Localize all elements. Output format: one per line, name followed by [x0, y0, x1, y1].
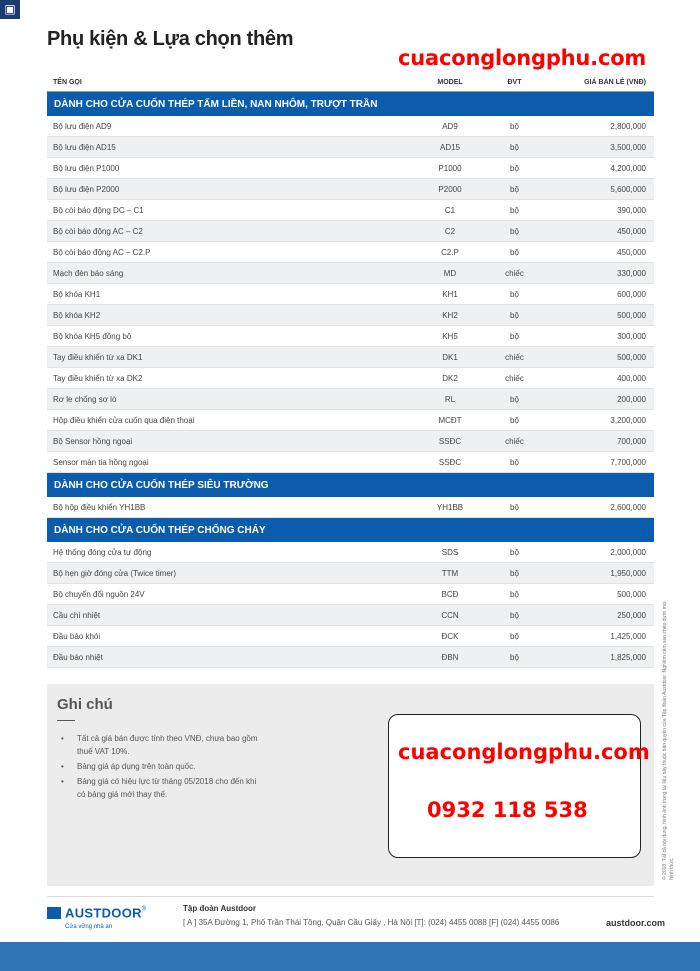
contact-website[interactable]: cuaconglongphu.com: [398, 740, 650, 764]
cell-price: 450,000: [617, 226, 646, 236]
cell-name: Bộ lưu điện P1000: [53, 163, 120, 173]
cell-name: Tay điều khiển từ xa DK1: [53, 352, 143, 362]
note-item: • Bảng giá có hiệu lực từ tháng 05/2018 cho đến khi có bảng giá mới thay thế.: [61, 775, 261, 801]
table-row: [47, 347, 654, 368]
cell-unit: bộ: [510, 184, 519, 194]
footer-divider: [47, 896, 654, 897]
cell-unit: bộ: [510, 142, 519, 152]
cell-name: Tay điều khiển từ xa DK2: [53, 373, 143, 383]
table-row: [47, 200, 654, 221]
section-header: DÀNH CHO CỬA CUỐN THÉP SIÊU TRƯỜNG: [47, 473, 654, 497]
table-row: [47, 242, 654, 263]
table-row: [47, 542, 654, 563]
contact-phone[interactable]: 0932 118 538: [427, 798, 588, 822]
cell-unit: bộ: [510, 121, 519, 131]
watermark-top: cuaconglongphu.com: [398, 46, 647, 70]
table-row: [47, 584, 654, 605]
cell-model: SSĐC: [438, 457, 462, 467]
cell-price: 1,825,000: [610, 652, 646, 662]
cell-price: 5,600,000: [610, 184, 646, 194]
cell-name: Mạch đèn báo sáng: [53, 268, 124, 278]
cell-unit: bộ: [510, 457, 519, 467]
cell-name: Bộ lưu điện AD15: [53, 142, 116, 152]
table-row: [47, 263, 654, 284]
cell-price: 2,000,000: [610, 547, 646, 557]
cell-unit: bộ: [510, 610, 519, 620]
cell-price: 400,000: [617, 373, 646, 383]
cell-name: Bộ lưu điện P2000: [53, 184, 120, 194]
corner-logo-icon: ▣: [0, 0, 20, 19]
table-row: [47, 389, 654, 410]
cell-unit: bộ: [510, 226, 519, 236]
cell-name: Bộ còi báo động AC – C2: [53, 226, 143, 236]
table-body: [47, 92, 654, 668]
cell-unit: bộ: [510, 502, 519, 512]
table-row: [47, 305, 654, 326]
note-item: • Bảng giá áp dụng trên toàn quốc.: [61, 760, 261, 773]
cell-name: Rơ le chống sơ lò: [53, 394, 117, 404]
cell-price: 500,000: [617, 352, 646, 362]
cell-price: 700,000: [617, 436, 646, 446]
cell-name: Bộ còi báo động AC – C2.P: [53, 247, 151, 257]
cell-name: Bộ khóa KH1: [53, 289, 101, 299]
cell-price: 1,950,000: [610, 568, 646, 578]
table-row: [47, 221, 654, 242]
table-row: [47, 410, 654, 431]
logo-text: AUSTDOOR: [65, 905, 142, 921]
cell-price: 3,200,000: [610, 415, 646, 425]
cell-unit: bộ: [510, 331, 519, 341]
cell-unit: bộ: [510, 205, 519, 215]
table-row: [47, 326, 654, 347]
table-row: [47, 137, 654, 158]
cell-model: DK2: [442, 373, 458, 383]
bottom-bar: [0, 942, 700, 971]
cell-name: Cầu chì nhiệt: [53, 610, 101, 620]
contact-card: [388, 714, 641, 858]
cell-unit: chiếc: [505, 268, 524, 278]
footer-company: Tập đoàn Austdoor: [183, 904, 257, 913]
table-row: [47, 497, 654, 518]
table-row: [47, 563, 654, 584]
cell-model: ĐBN: [441, 652, 459, 662]
cell-name: Bộ chuyển đổi nguồn 24V: [53, 589, 145, 599]
table-row: [47, 368, 654, 389]
section-header: DÀNH CHO CỬA CUỐN THÉP TẤM LIỀN, NAN NHÔM, TRƯỢT TRẦN: [47, 92, 654, 116]
table-row: [47, 431, 654, 452]
col-header-price: GIÁ BÁN LẺ (VNĐ): [584, 79, 646, 86]
cell-unit: bộ: [510, 289, 519, 299]
cell-price: 3,500,000: [610, 142, 646, 152]
cell-name: Bộ Sensor hồng ngoại: [53, 436, 133, 446]
logo-registered: ®: [141, 906, 147, 913]
cell-name: Bộ lưu điện AD9: [53, 121, 112, 131]
cell-price: 300,000: [617, 331, 646, 341]
cell-unit: bộ: [510, 415, 519, 425]
cell-model: BCĐ: [441, 589, 459, 599]
cell-name: Bộ hẹn giờ đóng cửa (Twice timer): [53, 568, 177, 578]
cell-model: C2: [444, 226, 456, 236]
logo-slogan: Cửa vững nhà an: [65, 924, 113, 930]
note-item: • Tất cả giá bán được tính theo VNĐ, chưa bao gồm thuế VAT 10%.: [61, 732, 261, 758]
cell-model: P2000: [438, 184, 462, 194]
notes-list: [61, 732, 261, 803]
cell-unit: chiếc: [505, 373, 524, 383]
cell-model: AD15: [439, 142, 460, 152]
cell-unit: chiếc: [505, 436, 524, 446]
cell-price: 450,000: [617, 247, 646, 257]
cell-name: Đầu báo khói: [53, 631, 101, 641]
footer-logo: [47, 904, 146, 930]
cell-name: Đầu báo nhiệt: [53, 652, 103, 662]
table-row: [47, 626, 654, 647]
cell-price: 500,000: [617, 310, 646, 320]
cell-model: MCĐT: [438, 415, 462, 425]
cell-price: 2,600,000: [610, 502, 646, 512]
cell-model: KH2: [442, 310, 458, 320]
cell-price: 4,200,000: [610, 163, 646, 173]
cell-unit: bộ: [510, 568, 519, 578]
table-row: [47, 179, 654, 200]
cell-unit: chiếc: [505, 352, 524, 362]
table-row: [47, 647, 654, 668]
table-row: [47, 158, 654, 179]
notes-title: Ghi chú: [57, 696, 113, 713]
table-header: [47, 74, 654, 92]
cell-model: MD: [443, 268, 457, 278]
cell-unit: bộ: [510, 310, 519, 320]
notes-divider: [57, 720, 75, 721]
austdoor-logo-icon: [47, 907, 61, 919]
cell-price: 500,000: [617, 589, 646, 599]
cell-model: DK1: [442, 352, 458, 362]
cell-unit: bộ: [510, 163, 519, 173]
section-header: DÀNH CHO CỬA CUỐN THÉP CHỐNG CHÁY: [47, 518, 654, 542]
cell-price: 1,425,000: [610, 631, 646, 641]
table-row: [47, 605, 654, 626]
col-header-unit: ĐVT: [507, 79, 522, 86]
page-title: Phụ kiện & Lựa chọn thêm: [47, 28, 294, 50]
cell-name: Hộp điều khiển cửa cuốn qua điện thoại: [53, 415, 195, 425]
col-header-name: TÊN GỌI: [53, 79, 82, 86]
cell-price: 600,000: [617, 289, 646, 299]
cell-model: C1: [444, 205, 456, 215]
cell-model: P1000: [438, 163, 462, 173]
cell-model: KH1: [442, 289, 458, 299]
cell-name: Sensor màn tia hồng ngoại: [53, 457, 149, 467]
cell-model: YH1BB: [436, 502, 464, 512]
cell-unit: bộ: [510, 394, 519, 404]
table-row: [47, 116, 654, 137]
cell-model: TTM: [441, 568, 459, 578]
cell-price: 200,000: [617, 394, 646, 404]
footer-website-link[interactable]: austdoor.com: [606, 918, 666, 928]
cell-unit: bộ: [510, 547, 519, 557]
copyright-side-note: © 2018. Tất cả nội dung, hình ảnh trong tài liệu này thuộc bản quyền của Tập đoàn Austdoor. Nghiêm cấm sao chép dưới mọi hình thức.: [662, 601, 675, 880]
table-row: [47, 284, 654, 305]
cell-model: C2.P: [441, 247, 459, 257]
cell-model: SSĐC: [438, 436, 462, 446]
cell-price: 2,800,000: [610, 121, 646, 131]
cell-model: CCN: [441, 610, 459, 620]
col-header-model: MODEL: [437, 79, 463, 86]
cell-price: 250,000: [617, 610, 646, 620]
table-row: [47, 452, 654, 473]
cell-price: 330,000: [617, 268, 646, 278]
cell-name: Bộ hộp điều khiển YH1BB: [53, 502, 146, 512]
cell-name: Bộ khóa KH5 đồng bộ: [53, 331, 132, 341]
cell-model: AD9: [442, 121, 458, 131]
cell-unit: bộ: [510, 631, 519, 641]
cell-model: KH5: [442, 331, 458, 341]
cell-unit: bộ: [510, 652, 519, 662]
price-table: [47, 74, 654, 668]
cell-price: 390,000: [617, 205, 646, 215]
cell-unit: bộ: [510, 247, 519, 257]
cell-name: Bộ khóa KH2: [53, 310, 101, 320]
cell-model: SDS: [441, 547, 459, 557]
cell-name: Bộ còi báo động DC – C1: [53, 205, 144, 215]
cell-price: 7,700,000: [610, 457, 646, 467]
cell-model: RL: [444, 394, 456, 404]
cell-unit: bộ: [510, 589, 519, 599]
footer-address: [ A ] 35A Đường 1, Phố Trần Thái Tông, Quận Cầu Giấy , Hà Nội [T]: (024) 4455 0088 [F] (024) 4455 0086: [183, 918, 560, 927]
cell-model: ĐCK: [441, 631, 459, 641]
cell-name: Hệ thống đóng cửa tự động: [53, 547, 152, 557]
